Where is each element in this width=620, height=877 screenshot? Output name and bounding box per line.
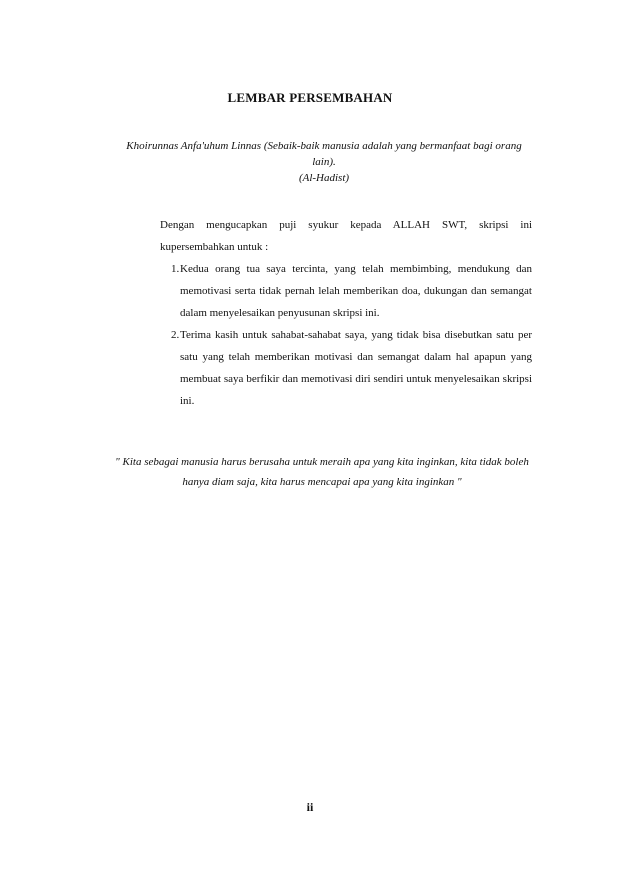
list-text: Terima kasih untuk sahabat-sahabat saya, yang tidak bisa disebutkan satu per satu yang telah memberikan motivasi dan semangat dalam hal apapun yang membuat saya berfikir dan memotivasi diri sendiri untuk menyelesaikan skripsi ini. bbox=[180, 329, 532, 407]
list-text: Kedua orang tua saya tercinta, yang telah membimbing, mendukung dan memotivasi serta tidak pernah lelah memberikan doa, dukungan dan semangat dalam menyelesaikan penyusunan skripsi ini. bbox=[180, 263, 532, 319]
closing-quote: " Kita sebagai manusia harus berusaha untuk meraih apa yang kita inginkan, kita tidak boleh hanya diam saja, kita harus mencapai apa yang kita inginkan " bbox=[115, 456, 529, 488]
list-item bbox=[160, 258, 532, 324]
dedication-list bbox=[160, 258, 532, 412]
dedication-intro: Dengan mengucapkan puji syukur kepada ALLAH SWT, skripsi ini kupersembahkan untuk : bbox=[160, 219, 532, 253]
page-number: ii bbox=[306, 800, 314, 814]
page-title: LEMBAR PERSEMBAHAN bbox=[227, 90, 393, 105]
list-number: 2. bbox=[171, 329, 180, 341]
hadith-source: (Al-Hadist) bbox=[298, 172, 350, 184]
hadith-text: Khoirunnas Anfa'uhum Linnas (Sebaik-baik manusia adalah yang bermanfaat bagi orang lain). bbox=[126, 140, 522, 168]
hadith-block bbox=[118, 138, 530, 186]
list-item bbox=[160, 324, 532, 412]
list-number: 1. bbox=[171, 263, 180, 275]
